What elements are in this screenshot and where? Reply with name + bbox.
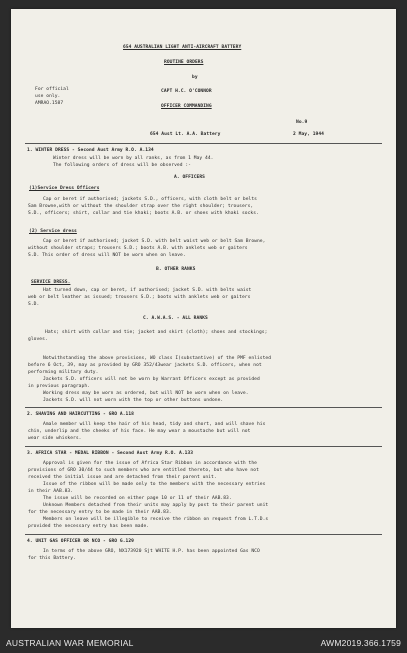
unit-title: 654 AUSTRALIAN LIGHT ANTI-AIRCRAFT BATTERY: [123, 45, 242, 50]
text-line: Jackets S.D. officers will not be worn by Warrant Officers except as provided: [43, 377, 260, 382]
text-line: received the initial issue and are detached from their parent unit.: [28, 475, 217, 480]
text-line: provisions of GRO 30/44 to such members who are entitled thereto, but who have not: [28, 468, 259, 473]
text-line: The issue will be recorded on either page 10 or 11 of their AAB.83.: [43, 496, 232, 501]
text-line: The following orders of dress will be observed :-: [53, 163, 191, 168]
divider: [25, 446, 382, 447]
official-use-line1: For official: [35, 87, 69, 92]
text-line: Approval is given for the issue of Africa Star Ribbon in accordance with the: [43, 461, 257, 466]
text-line: Sam Browne,with or without the shoulder strap over the right shoulder; trousers,: [28, 204, 254, 209]
section-3-heading: 3. AFRICA STAR - MEDAL RIBBON - Second Aust Army R.O. A.133: [27, 451, 194, 456]
divider: [25, 143, 382, 144]
text-line: Jackets S.D. will not worn with the top or other buttons undone.: [43, 398, 224, 403]
other-ranks-heading: B. OTHER RANKS: [156, 267, 196, 272]
service-dress-officers-heading: (1)Service Dress Officers: [29, 186, 100, 191]
officers-heading: A. OFFICERS: [174, 175, 205, 180]
text-line: S.D., officers; shirt, collar and tie khaki; boots A.B. or shoes with khaki socks.: [28, 211, 259, 216]
text-line: In terms of the above GRO, NX173920 Sjt WHITE H.P. has been appointed Gas NCO: [43, 549, 260, 554]
text-line: in their AAB.83.: [28, 489, 74, 494]
text-line: wear side whiskers.: [28, 436, 82, 441]
text-line: without shoulder straps; trousers S.D.; boots A.B. with anklets web or gaiters: [28, 246, 248, 251]
text-line: chin, underlip and the cheeks of his face. He may wear a moustache but will not: [28, 429, 251, 434]
text-line: in previous paragraph.: [28, 384, 90, 389]
text-line: for the necessary entry to be made in their AAB.83.: [28, 510, 172, 515]
orders-title: ROUTINE ORDERS: [164, 60, 204, 65]
section-1-heading: 1. WINTER DRESS - Second Aust Army R.O. A.134: [27, 148, 154, 153]
awas-heading: C. A.W.A.S. - ALL RANKS: [143, 316, 208, 321]
text-line: Issue of the ribbon will be made only to the members with the necessary entries: [43, 482, 266, 487]
order-number: No.9: [296, 120, 308, 125]
document-page: [11, 9, 396, 628]
official-use-line3: AMRAO.1587: [35, 101, 64, 106]
text-line: Unknown Members detached from their units may apply by post to their parent unit: [43, 503, 269, 508]
battery-name: 654 Aust Lt. A.A. Battery: [150, 132, 221, 137]
text-line: S.D.: [28, 302, 40, 307]
service-dress-or-heading: SERVICE DRESS.: [31, 280, 71, 285]
divider: [25, 534, 382, 535]
text-line: Hat turned down, cap or beret, if authorised; jacket S.D. with belts waist: [43, 288, 252, 293]
order-date: 2 May, 1944: [293, 132, 324, 137]
commander-role: OFFICER COMMANDING: [161, 104, 212, 109]
text-line: Hats; shirt with collar and tie; jacket and skirt (cloth); shoes and stockings;: [45, 330, 268, 335]
footer-accession-number: AWM2019.366.1759: [320, 638, 401, 648]
text-line: performing military duty.: [28, 370, 99, 375]
text-line: Cap or beret if authorised; jacket S.D. with belt waist web or belt Sam Browne,: [43, 239, 266, 244]
text-line: Members on leave will be illegible to receive the ribbon on request from L.T.D.s: [43, 517, 269, 522]
text-line: gloves.: [28, 337, 48, 342]
text-line: before 6 Oct, 39, may as provided by GRO 352/43wear jackets S.D. officers, when not: [28, 363, 262, 368]
text-line: Amale member will keep the hair of his head, tidy and short, and will shave his: [43, 422, 266, 427]
section-2-heading: 2. SHAVING AND HAIRCUTTING - GRO A.118: [27, 412, 134, 417]
text-line: Notwithstanding the above provisions, WO class I(substantive) of the PMF enlisted: [43, 356, 272, 361]
divider: [25, 407, 382, 408]
text-line: web or belt leather as issued; trousers S.D.; boots with anklets web or gaiters: [28, 295, 251, 300]
footer-bar: [0, 631, 407, 653]
service-dress-heading: (2) Service dress: [29, 229, 77, 234]
text-line: provided the necessary entry has been made.: [28, 524, 150, 529]
text-line: Winter dress will be worn by all ranks, as from 1 May 44.: [53, 156, 214, 161]
text-line: for this Battery.: [28, 556, 76, 561]
footer-source: AUSTRALIAN WAR MEMORIAL: [6, 638, 134, 648]
text-line: S.D. This order of dress will NOT be worn when on leave.: [28, 253, 186, 258]
by-text: by: [192, 75, 198, 80]
text-line: Cap or beret if authorised; jackets S.D., officers, with cloth belt or belts: [43, 197, 257, 202]
commander-name: CAPT H.C. O'CONNOR: [161, 89, 212, 94]
section-4-heading: 4. UNIT GAS OFFICER OR NCO - GRO G.129: [27, 539, 134, 544]
official-use-line2: use only.: [35, 94, 61, 99]
text-line: Working dress may be worn as ordered, but will NOT be worn when on leave.: [43, 391, 249, 396]
